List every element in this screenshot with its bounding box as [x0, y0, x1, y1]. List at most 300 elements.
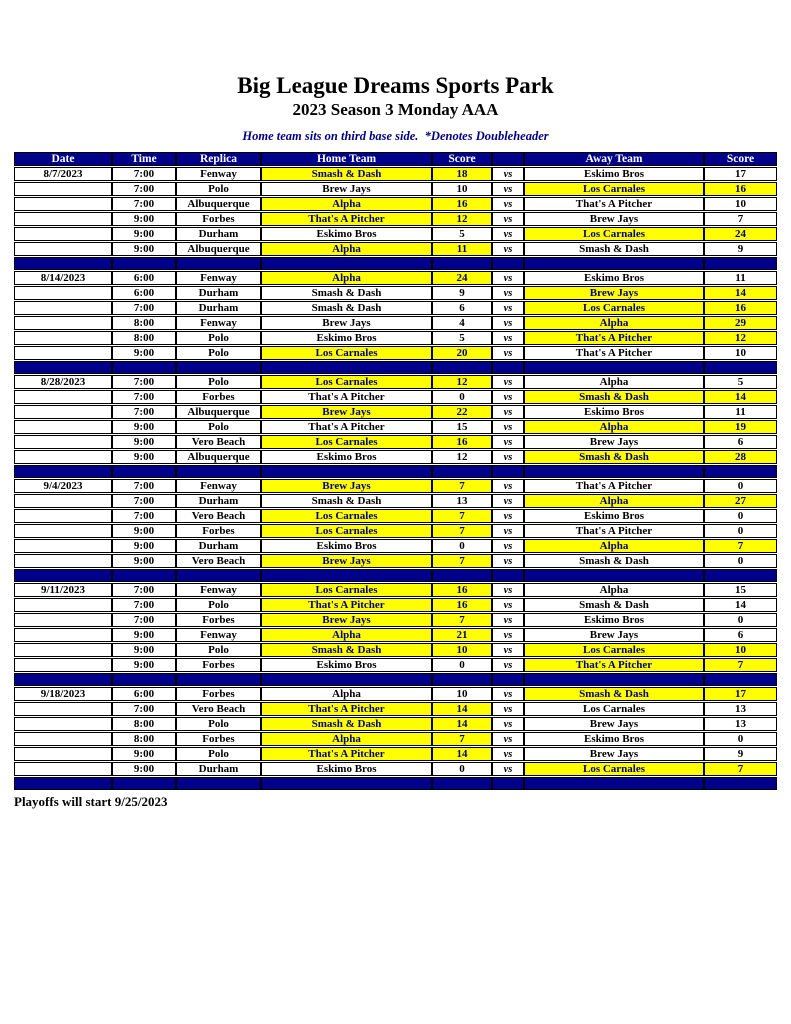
home-score-cell: 12: [432, 212, 492, 226]
time-cell: 7:00: [112, 509, 176, 523]
section-separator-row: [14, 569, 777, 582]
home-team-cell: Los Carnales: [261, 346, 432, 360]
home-team-cell: Alpha: [261, 687, 432, 701]
home-score-cell: 16: [432, 583, 492, 597]
date-cell: [14, 747, 112, 761]
replica-cell: Polo: [176, 747, 261, 761]
vs-cell: vs: [492, 435, 524, 449]
away-score-cell: 10: [704, 197, 777, 211]
separator-cell: [112, 465, 176, 478]
home-score-cell: 22: [432, 405, 492, 419]
replica-cell: Fenway: [176, 316, 261, 330]
vs-cell: vs: [492, 405, 524, 419]
separator-cell: [14, 257, 112, 270]
away-team-cell: Alpha: [524, 375, 704, 389]
away-team-cell: Los Carnales: [524, 182, 704, 196]
away-score-cell: 17: [704, 167, 777, 181]
date-cell: [14, 405, 112, 419]
away-score-cell: 9: [704, 747, 777, 761]
vs-cell: vs: [492, 390, 524, 404]
home-team-cell: Smash & Dash: [261, 643, 432, 657]
vs-cell: vs: [492, 316, 524, 330]
home-score-cell: 4: [432, 316, 492, 330]
home-team-cell: Eskimo Bros: [261, 227, 432, 241]
home-team-cell: That's A Pitcher: [261, 598, 432, 612]
away-score-cell: 14: [704, 390, 777, 404]
away-score-cell: 15: [704, 583, 777, 597]
game-row: [14, 167, 777, 181]
date-cell: [14, 197, 112, 211]
home-score-cell: 5: [432, 227, 492, 241]
separator-cell: [112, 569, 176, 582]
away-team-cell: Eskimo Bros: [524, 613, 704, 627]
separator-cell: [176, 777, 261, 790]
separator-cell: [492, 673, 524, 686]
replica-cell: Forbes: [176, 390, 261, 404]
replica-cell: Vero Beach: [176, 554, 261, 568]
date-cell: [14, 286, 112, 300]
away-score-cell: 7: [704, 762, 777, 776]
vs-cell: vs: [492, 509, 524, 523]
separator-cell: [492, 465, 524, 478]
time-cell: 7:00: [112, 375, 176, 389]
vs-cell: vs: [492, 702, 524, 716]
home-team-cell: Los Carnales: [261, 435, 432, 449]
away-team-cell: That's A Pitcher: [524, 524, 704, 538]
home-score-cell: 10: [432, 182, 492, 196]
home-score-cell: 0: [432, 390, 492, 404]
replica-cell: Albuquerque: [176, 450, 261, 464]
vs-cell: vs: [492, 524, 524, 538]
game-row: [14, 390, 777, 404]
date-cell: [14, 450, 112, 464]
home-score-cell: 14: [432, 702, 492, 716]
away-team-cell: Los Carnales: [524, 762, 704, 776]
separator-cell: [432, 673, 492, 686]
replica-cell: Durham: [176, 227, 261, 241]
home-team-cell: Alpha: [261, 628, 432, 642]
game-row: [14, 702, 777, 716]
away-team-cell: Smash & Dash: [524, 450, 704, 464]
schedule-body: [14, 167, 777, 790]
game-row: [14, 450, 777, 464]
replica-cell: Durham: [176, 494, 261, 508]
vs-cell: vs: [492, 331, 524, 345]
header-home-team: Home Team: [261, 152, 432, 166]
time-cell: 8:00: [112, 732, 176, 746]
game-row: [14, 762, 777, 776]
game-row: [14, 524, 777, 538]
separator-cell: [261, 673, 432, 686]
home-score-cell: 12: [432, 450, 492, 464]
separator-cell: [261, 465, 432, 478]
game-row: [14, 747, 777, 761]
home-score-cell: 18: [432, 167, 492, 181]
home-team-cell: That's A Pitcher: [261, 747, 432, 761]
separator-cell: [704, 569, 777, 582]
home-score-cell: 7: [432, 732, 492, 746]
time-cell: 7:00: [112, 583, 176, 597]
away-team-cell: Smash & Dash: [524, 598, 704, 612]
away-team-cell: Brew Jays: [524, 435, 704, 449]
home-score-cell: 6: [432, 301, 492, 315]
separator-cell: [14, 777, 112, 790]
separator-cell: [524, 361, 704, 374]
date-cell: [14, 331, 112, 345]
away-team-cell: Smash & Dash: [524, 390, 704, 404]
away-team-cell: Brew Jays: [524, 628, 704, 642]
time-cell: 9:00: [112, 539, 176, 553]
separator-cell: [261, 569, 432, 582]
game-row: [14, 242, 777, 256]
away-team-cell: Eskimo Bros: [524, 167, 704, 181]
away-score-cell: 7: [704, 212, 777, 226]
time-cell: 9:00: [112, 346, 176, 360]
replica-cell: Polo: [176, 717, 261, 731]
home-team-cell: Alpha: [261, 197, 432, 211]
home-team-cell: Brew Jays: [261, 613, 432, 627]
away-team-cell: That's A Pitcher: [524, 658, 704, 672]
away-score-cell: 14: [704, 598, 777, 612]
home-team-cell: Smash & Dash: [261, 494, 432, 508]
home-score-cell: 13: [432, 494, 492, 508]
separator-cell: [176, 465, 261, 478]
separator-cell: [432, 465, 492, 478]
game-row: [14, 212, 777, 226]
vs-cell: vs: [492, 762, 524, 776]
home-team-cell: Los Carnales: [261, 375, 432, 389]
date-cell: [14, 539, 112, 553]
home-team-cell: Alpha: [261, 732, 432, 746]
separator-cell: [524, 465, 704, 478]
game-row: [14, 583, 777, 597]
replica-cell: Durham: [176, 286, 261, 300]
away-score-cell: 16: [704, 182, 777, 196]
home-score-cell: 9: [432, 286, 492, 300]
date-cell: [14, 346, 112, 360]
home-score-cell: 24: [432, 271, 492, 285]
vs-cell: vs: [492, 658, 524, 672]
away-score-cell: 7: [704, 658, 777, 672]
replica-cell: Fenway: [176, 583, 261, 597]
game-row: [14, 405, 777, 419]
game-row: [14, 717, 777, 731]
away-score-cell: 6: [704, 435, 777, 449]
game-row: [14, 197, 777, 211]
time-cell: 7:00: [112, 479, 176, 493]
vs-cell: vs: [492, 554, 524, 568]
home-score-cell: 10: [432, 687, 492, 701]
away-team-cell: Alpha: [524, 539, 704, 553]
replica-cell: Polo: [176, 598, 261, 612]
home-score-cell: 14: [432, 747, 492, 761]
away-team-cell: Alpha: [524, 494, 704, 508]
date-cell: [14, 494, 112, 508]
separator-cell: [176, 569, 261, 582]
away-team-cell: Los Carnales: [524, 702, 704, 716]
separator-cell: [704, 777, 777, 790]
time-cell: 7:00: [112, 301, 176, 315]
separator-cell: [112, 777, 176, 790]
home-team-cell: That's A Pitcher: [261, 420, 432, 434]
vs-cell: vs: [492, 598, 524, 612]
game-row: [14, 494, 777, 508]
home-team-cell: Eskimo Bros: [261, 450, 432, 464]
away-team-cell: Eskimo Bros: [524, 271, 704, 285]
game-row: [14, 479, 777, 493]
home-team-cell: Eskimo Bros: [261, 331, 432, 345]
game-row: [14, 286, 777, 300]
away-score-cell: 6: [704, 628, 777, 642]
vs-cell: vs: [492, 643, 524, 657]
game-row: [14, 316, 777, 330]
game-row: [14, 301, 777, 315]
home-team-cell: That's A Pitcher: [261, 212, 432, 226]
game-row: [14, 658, 777, 672]
replica-cell: Forbes: [176, 658, 261, 672]
home-team-cell: Brew Jays: [261, 182, 432, 196]
away-score-cell: 14: [704, 286, 777, 300]
time-cell: 9:00: [112, 524, 176, 538]
replica-cell: Polo: [176, 331, 261, 345]
game-row: [14, 271, 777, 285]
game-row: [14, 598, 777, 612]
away-team-cell: Smash & Dash: [524, 242, 704, 256]
replica-cell: Polo: [176, 643, 261, 657]
separator-cell: [176, 673, 261, 686]
home-team-cell: Brew Jays: [261, 554, 432, 568]
separator-cell: [14, 465, 112, 478]
time-cell: 8:00: [112, 331, 176, 345]
away-team-cell: Los Carnales: [524, 301, 704, 315]
vs-cell: vs: [492, 539, 524, 553]
home-team-cell: Los Carnales: [261, 509, 432, 523]
date-cell: [14, 613, 112, 627]
vs-cell: vs: [492, 613, 524, 627]
time-cell: 9:00: [112, 420, 176, 434]
vs-cell: vs: [492, 182, 524, 196]
away-team-cell: Brew Jays: [524, 747, 704, 761]
page-subtitle: 2023 Season 3 Monday AAA: [292, 100, 499, 119]
time-cell: 7:00: [112, 598, 176, 612]
header-row: [14, 152, 777, 166]
replica-cell: Polo: [176, 420, 261, 434]
date-cell: [14, 182, 112, 196]
away-score-cell: 0: [704, 554, 777, 568]
game-row: [14, 435, 777, 449]
date-cell: [14, 554, 112, 568]
time-cell: 6:00: [112, 286, 176, 300]
home-score-cell: 7: [432, 613, 492, 627]
separator-cell: [112, 673, 176, 686]
vs-cell: vs: [492, 732, 524, 746]
header-time: Time: [112, 152, 176, 166]
separator-cell: [524, 673, 704, 686]
away-team-cell: Eskimo Bros: [524, 732, 704, 746]
separator-cell: [524, 257, 704, 270]
vs-cell: vs: [492, 420, 524, 434]
replica-cell: Polo: [176, 182, 261, 196]
away-score-cell: 11: [704, 271, 777, 285]
home-score-cell: 16: [432, 598, 492, 612]
separator-cell: [14, 361, 112, 374]
replica-cell: Albuquerque: [176, 405, 261, 419]
away-score-cell: 27: [704, 494, 777, 508]
vs-cell: vs: [492, 450, 524, 464]
separator-cell: [432, 257, 492, 270]
game-row: [14, 554, 777, 568]
separator-cell: [432, 361, 492, 374]
away-score-cell: 9: [704, 242, 777, 256]
separator-cell: [176, 257, 261, 270]
game-row: [14, 643, 777, 657]
vs-cell: vs: [492, 375, 524, 389]
section-separator-row: [14, 673, 777, 686]
away-score-cell: 13: [704, 702, 777, 716]
date-cell: [14, 702, 112, 716]
away-team-cell: Alpha: [524, 583, 704, 597]
separator-cell: [261, 777, 432, 790]
home-score-cell: 14: [432, 717, 492, 731]
away-score-cell: 19: [704, 420, 777, 434]
game-row: [14, 628, 777, 642]
page-title: Big League Dreams Sports Park: [237, 73, 554, 98]
date-cell: [14, 643, 112, 657]
vs-cell: vs: [492, 286, 524, 300]
home-team-cell: Alpha: [261, 271, 432, 285]
header-score: Score: [704, 152, 777, 166]
header-replica: Replica: [176, 152, 261, 166]
away-team-cell: Brew Jays: [524, 717, 704, 731]
away-score-cell: 28: [704, 450, 777, 464]
separator-cell: [14, 673, 112, 686]
home-team-cell: Los Carnales: [261, 524, 432, 538]
time-cell: 9:00: [112, 628, 176, 642]
game-row: [14, 227, 777, 241]
away-score-cell: 0: [704, 524, 777, 538]
section-separator-row: [14, 257, 777, 270]
date-cell: [14, 732, 112, 746]
home-team-cell: Eskimo Bros: [261, 762, 432, 776]
away-team-cell: That's A Pitcher: [524, 479, 704, 493]
away-team-cell: Smash & Dash: [524, 554, 704, 568]
time-cell: 9:00: [112, 435, 176, 449]
away-score-cell: 16: [704, 301, 777, 315]
game-row: [14, 613, 777, 627]
home-team-cell: Smash & Dash: [261, 301, 432, 315]
away-score-cell: 17: [704, 687, 777, 701]
away-team-cell: Eskimo Bros: [524, 509, 704, 523]
date-cell: 9/4/2023: [14, 479, 112, 493]
time-cell: 9:00: [112, 747, 176, 761]
away-team-cell: Eskimo Bros: [524, 405, 704, 419]
vs-cell: vs: [492, 167, 524, 181]
vs-cell: vs: [492, 717, 524, 731]
separator-cell: [14, 569, 112, 582]
away-score-cell: 0: [704, 479, 777, 493]
game-row: [14, 539, 777, 553]
home-team-cell: That's A Pitcher: [261, 702, 432, 716]
time-cell: 9:00: [112, 643, 176, 657]
date-cell: [14, 227, 112, 241]
replica-cell: Vero Beach: [176, 509, 261, 523]
away-team-cell: Brew Jays: [524, 286, 704, 300]
away-score-cell: 11: [704, 405, 777, 419]
vs-cell: vs: [492, 197, 524, 211]
home-score-cell: 7: [432, 509, 492, 523]
date-cell: [14, 390, 112, 404]
date-cell: 8/28/2023: [14, 375, 112, 389]
home-score-cell: 16: [432, 435, 492, 449]
home-team-cell: Brew Jays: [261, 405, 432, 419]
game-row: [14, 420, 777, 434]
game-row: [14, 182, 777, 196]
playoffs-note: Playoffs will start 9/25/2023: [14, 794, 168, 809]
replica-cell: Durham: [176, 301, 261, 315]
separator-cell: [112, 257, 176, 270]
separator-cell: [524, 569, 704, 582]
time-cell: 9:00: [112, 554, 176, 568]
home-score-cell: 12: [432, 375, 492, 389]
replica-cell: Forbes: [176, 687, 261, 701]
time-cell: 9:00: [112, 227, 176, 241]
schedule-table: [14, 151, 777, 791]
time-cell: 8:00: [112, 717, 176, 731]
away-score-cell: 10: [704, 643, 777, 657]
separator-cell: [432, 777, 492, 790]
time-cell: 8:00: [112, 316, 176, 330]
replica-cell: Fenway: [176, 167, 261, 181]
away-score-cell: 7: [704, 539, 777, 553]
time-cell: 6:00: [112, 687, 176, 701]
away-score-cell: 0: [704, 509, 777, 523]
home-team-note: Home team sits on third base side. *Denotes Doubleheader: [242, 129, 549, 143]
replica-cell: Forbes: [176, 524, 261, 538]
date-cell: [14, 212, 112, 226]
date-cell: 9/18/2023: [14, 687, 112, 701]
separator-cell: [704, 673, 777, 686]
away-score-cell: 13: [704, 717, 777, 731]
vs-cell: vs: [492, 494, 524, 508]
away-score-cell: 5: [704, 375, 777, 389]
vs-cell: vs: [492, 687, 524, 701]
replica-cell: Fenway: [176, 271, 261, 285]
separator-cell: [261, 257, 432, 270]
home-team-cell: Smash & Dash: [261, 167, 432, 181]
away-score-cell: 10: [704, 346, 777, 360]
replica-cell: Polo: [176, 346, 261, 360]
replica-cell: Fenway: [176, 479, 261, 493]
away-team-cell: Alpha: [524, 316, 704, 330]
game-row: [14, 331, 777, 345]
time-cell: 9:00: [112, 658, 176, 672]
separator-cell: [492, 777, 524, 790]
date-cell: [14, 316, 112, 330]
date-cell: 8/7/2023: [14, 167, 112, 181]
date-cell: [14, 435, 112, 449]
away-team-cell: Brew Jays: [524, 212, 704, 226]
header-score: Score: [432, 152, 492, 166]
separator-cell: [704, 465, 777, 478]
home-team-cell: Smash & Dash: [261, 286, 432, 300]
time-cell: 9:00: [112, 762, 176, 776]
separator-cell: [524, 777, 704, 790]
home-team-cell: Alpha: [261, 242, 432, 256]
replica-cell: Forbes: [176, 613, 261, 627]
vs-cell: vs: [492, 271, 524, 285]
replica-cell: Durham: [176, 762, 261, 776]
date-cell: [14, 420, 112, 434]
